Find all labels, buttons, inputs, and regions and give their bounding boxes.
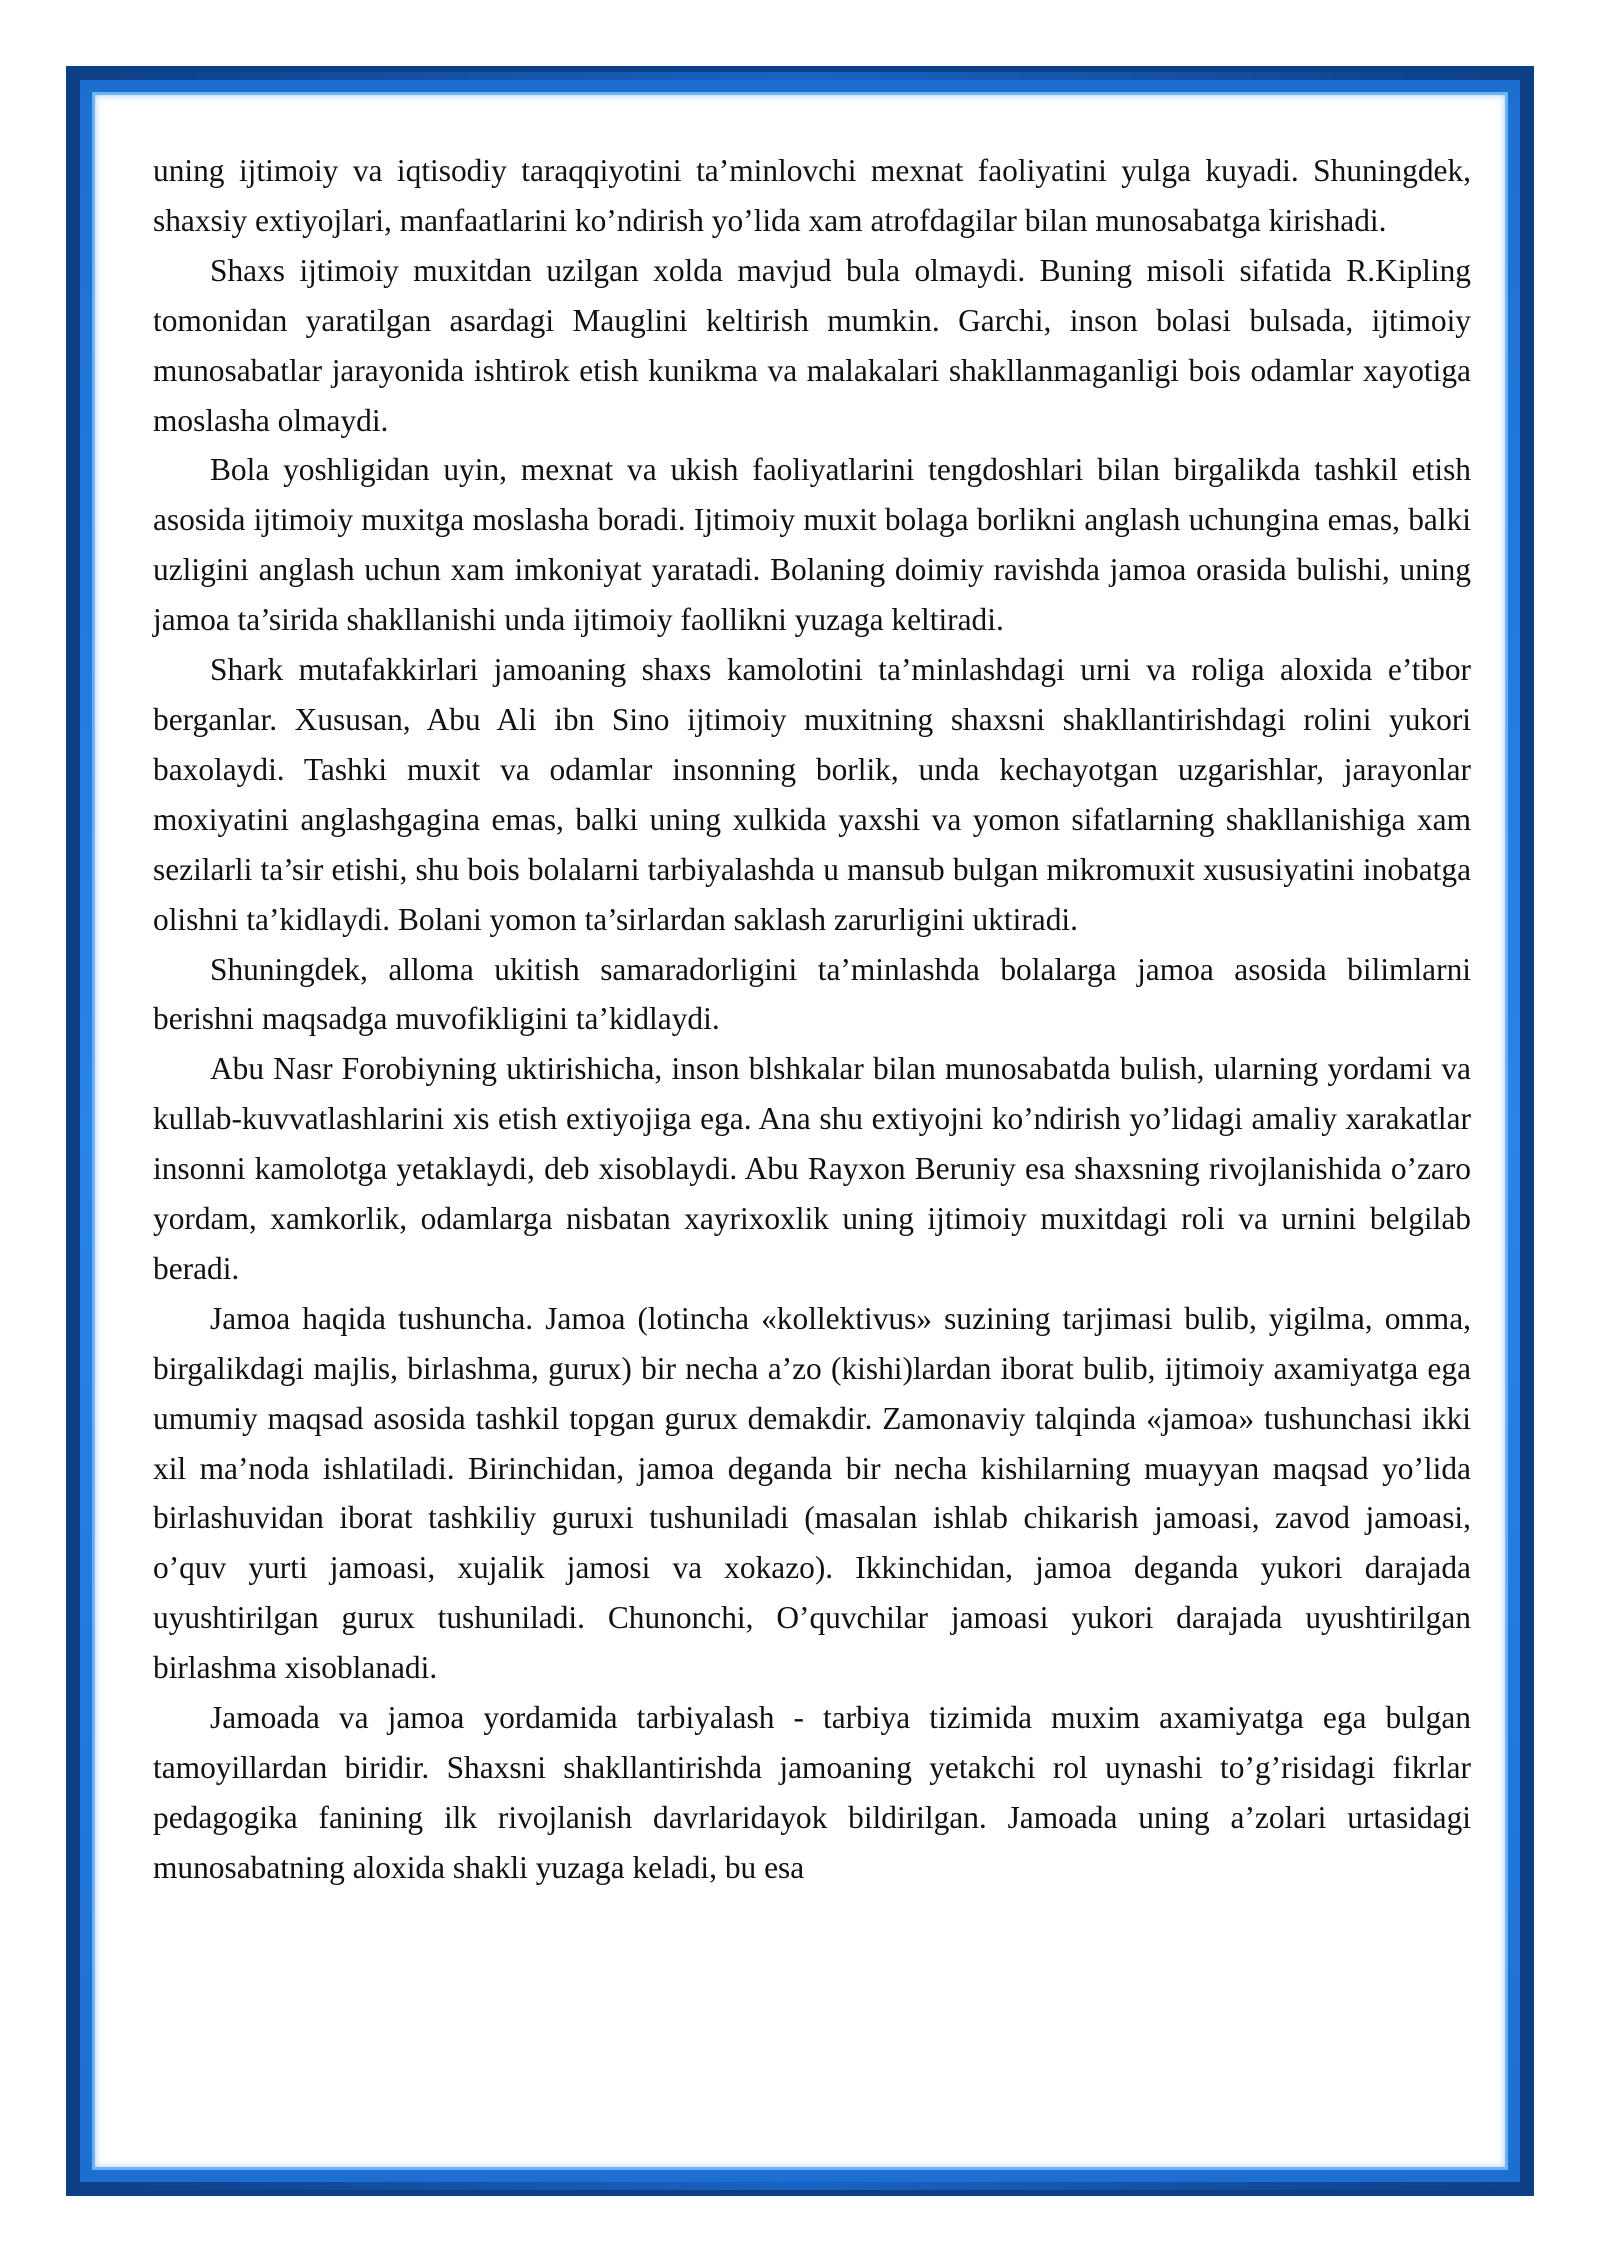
paragraph-eastern-thinkers: Shark mutafakkirlari jamoaning shaxs kamolotini ta’minlashdagi urni va roliga aloxida e’tibor berganlar. Xususan, Abu Ali ibn Sino ijtimoiy muxitning shaxsni shakllantirishdagi rolini yukori baxolaydi. Tashki muxit va odamlar insonning borlik, unda kechayotgan uzgarishlar, jarayonlar moxiyatini anglashgagina emas, balki uning xulkida yaxshi va yomon sifatlarning shakllanishiga xam sezilarli ta’sir etishi, shu bois bolalarni tarbiyalashda u mansub bulgan mikromuxit xususiyatini inobatga olishni ta’kidlaydi. Bolani yomon ta’sirlardan saklash zarurligini uktiradi.	[153, 652, 1471, 937]
paragraph-kipling: Shaxs ijtimoiy muxitdan uzilgan xolda mavjud bula olmaydi. Buning misoli sifatida R.Kipling tomonidan yaratilgan asardagi Mauglini keltirish mumkin. Garchi, inson bolasi bulsada, ijtimoiy munosabatlar jarayonida ishtirok etish kunikma va malakalari shakllanmaganligi bois odamlar xayotiga moslasha olmaydi.	[153, 252, 1471, 438]
paragraph-teaching-efficiency: Shuningdek, alloma ukitish samaradorligini ta’minlashda bolalarga jamoa asosida bilimlarni berishni maqsadga muvofikligini ta’kidlaydi.	[153, 951, 1471, 1037]
paragraph-collective-concept: Jamoa haqida tushuncha. Jamoa (lotincha «kollektivus» suzining tarjimasi bulib, yigilma, omma, birgalikdagi majlis, birlashma, gurux) bir necha a’zo (kishi)lardan iborat bulib, ijtimoiy axamiyatga ega umumiy maqsad asosida tashkil topgan gurux demakdir. Zamonaviy talqinda «jamoa» tushunchasi ikki xil ma’noda ishlatiladi. Birinchidan, jamoa deganda bir necha kishilarning muayyan maqsad yo’lida birlashuvidan iborat tashkiliy guruxi tushuniladi (masalan ishlab chikarish jamoasi, zavod jamoasi, o’quv yurti jamoasi, xujalik jamosi va xokazo). Ikkinchidan, jamoa deganda yukori darajada uyushtirilgan gurux tushuniladi. Chunonchi, O’quvchilar jamoasi yukori darajada uyushtirilgan birlashma xisoblanadi.	[153, 1300, 1471, 1686]
paragraph-child-adaptation: Bola yoshligidan uyin, mexnat va ukish faoliyatlarini tengdoshlari bilan birgalikda tashkil etish asosida ijtimoiy muxitga moslasha boradi. Ijtimoiy muxit bolaga borlikni anglash uchungina emas, balki uzligini anglash uchun xam imkoniyat yaratadi. Bolaning doimiy ravishda jamoa orasida bulishi, uning jamoa ta’sirida shakllanishi unda ijtimoiy faollikni yuzaga keltiradi.	[153, 452, 1471, 638]
paragraph-farabi-beruni: Abu Nasr Forobiyning uktirishicha, inson blshkalar bilan munosabatda bulish, ularning yordami va kullab-kuvvatlashlarini xis etish extiyojiga ega. Ana shu extiyojni ko’ndirish yo’lidagi amaliy xarakatlar insonni kamolotga yetaklaydi, deb xisoblaydi. Abu Rayxon Beruniy esa shaxsning rivojlanishida o’zaro yordam, xamkorlik, odamlarga nisbatan xayrixoxlik uning ijtimoiy muxitdagi roli va urnini belgilab beradi.	[153, 1051, 1471, 1286]
document-body	[153, 146, 1471, 1893]
paragraph-collective-education: Jamoada va jamoa yordamida tarbiyalash - tarbiya tizimida muxim axamiyatga ega bulgan tamoyillardan biridir. Shaxsni shakllantirishda jamoaning yetakchi rol uynashi to’g’risidagi fikrlar pedagogika fanining ilk rivojlanish davrlaridayok bildirilgan. Jamoada uning a’zolari urtasidagi munosabatning aloxida shakli yuzaga keladi, bu esa	[153, 1700, 1471, 1885]
paragraph-continuation: uning ijtimoiy va iqtisodiy taraqqiyotini ta’minlovchi mexnat faoliyatini yulga kuyadi. Shuningdek, shaxsiy extiyojlari, manfaatlarini ko’ndirish yo’lida xam atrofdagilar bilan munosabatga kirishadi.	[153, 153, 1471, 238]
